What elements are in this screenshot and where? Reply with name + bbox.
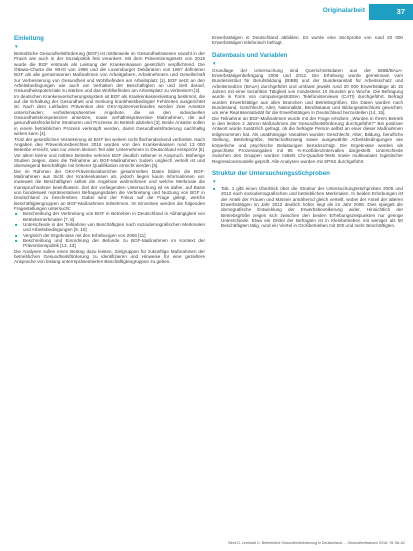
paragraph: Grundlage der Untersuchung sind Querschnittsdaten aus der BIBB/BAuA-Erwerbstätigenbefragung 2006 und 2012. Die Erhebung wurde gemeinsam vom Bundesinstitut für Berufsbildung (BIBB) und der Bundesanstalt für Arbeitsschutz und Arbeitsmedizin (BAuA) durchgeführt und umfasst jeweils rund 20 000 Erwerbstätige ab 15 Jahren mit einer bezahlten Tätigkeit von mindestens 10 Stunden pro Woche. Die Befragung wurde in Form von computergestützten Telefoninterviews (CATI) durchgeführt. Befragt wurden Erwerbstätige aus allen Branchen und Betriebsgrößen. Die Daten wurden nach Bundesland, Geschlecht, Alter, Nationalität, Berufsstatus und Bildungsabschluss gewichtet, um eine Repräsentativität für die Erwerbstätigen in Deutschland herzustellen [14, 15].	[212, 67, 403, 116]
section-marker-icon: ▼	[212, 178, 217, 184]
paragraph: Die im Rahmen der GKV-Präventionsberichte gesammelten Daten bilden die BGF-Maßnahmen aus Sicht der Krankenkassen ab, jedoch liegen kaum Informationen vor, inwieweit die Beschäftigten selbst die Angebote wahrnehmen und welche Merkmale die Inanspruchnahme beeinflussen. Ziel der vorliegenden Untersuchung ist es daher, auf Basis von bundesweit repräsentativen Befragungsdaten die Verbreitung und Nutzung von BGF in Deutschland zu beschreiben. Dabei wird der Fokus auf die Frage gelegt, welche Beschäftigtengruppen an BGF-Maßnahmen teilnehmen. Im Einzelnen werden die folgenden Fragestellungen untersucht:	[14, 168, 205, 211]
list-item: ■ Beschreibung und Einordnung der Befunde zu BGF-Maßnahmen im Kontext der Präventionspolitik [12, 13]	[14, 238, 205, 249]
section-marker-icon: ▼	[14, 44, 19, 49]
list-item: ■ Vergleich der Ergebnisse mit den Erhebungen von 2006 [11]	[14, 233, 205, 238]
citation-footer: Beck D, Lenhardt U. Betriebliche Gesundheitsförderung in Deutschland … Gesundheitswesen 2016; 78: 56–62	[228, 541, 405, 545]
paragraph: Betriebliche Gesundheitsförderung (BGF) ist mittlerweile im Gesundheitswesen sowohl in der Praxis wie auch in der Sozialpolitik fest verankert. Mit dem Präventionsgesetz von 2015 wurde die BGF erstmals als Leistung der Krankenkassen gesetzlich verpflichtend. Die Ottawa-Charta der WHO von 1986 und die Luxemburger Deklaration von 1997 definieren BGF als alle gemeinsamen Maßnahmen von Arbeitgebern, Arbeitnehmern und Gesellschaft zur Verbesserung von Gesundheit und Wohlbefinden am Arbeitsplatz [1]. BGF setzt an den Arbeitsbedingungen wie auch am Verhalten der Beschäftigten an und zielt darauf, Gesundheitspotenziale zu stärken und das Wohlbefinden am Arbeitsplatz zu verbessern [2].	[14, 51, 205, 94]
section-heading-datenbasis: Datenbasis und Variablen	[212, 51, 288, 59]
paragraph: Erwerbstätigen in Deutschland abbilden. Es wurde eine Stichprobe von rund 20 000 Erwerbstätigen telefonisch befragt.	[212, 35, 403, 46]
structure-list	[212, 186, 403, 229]
page-header	[0, 4, 413, 20]
left-column	[14, 35, 205, 265]
section-heading-einleitung: Einleitung	[14, 35, 44, 42]
paragraph: Die Teilnahme an BGF-Maßnahmen wurde mit der Frage erhoben: „Wurden in Ihrem Betrieb in den letzten 2 Jahren Maßnahmen der Gesundheitsförderung durchgeführt?“ Bei positiver Antwort wurde zusätzlich gefragt, ob die befragte Person selbst an einer dieser Maßnahmen teilgenommen hat. Als unabhängige Variablen wurden Geschlecht, Alter, Bildung, berufliche Stellung, Betriebsgröße, Wirtschaftszweig sowie ausgewählte Arbeitsbedingungen wie körperliche und psychische Belastungen berücksichtigt. Die Ergebnisse werden als gewichtete Prozentangaben mit 95 %-Konfidenzintervallen dargestellt. Unterschiede zwischen den Gruppen wurden mittels Chi-Quadrat-Tests sowie multivariater logistischer Regressionsmodelle geprüft. Alle Analysen wurden mit SPSS durchgeführt.	[212, 115, 403, 164]
paragraph: Die Analysen sollen einen Beitrag dazu leisten, Zielgruppen für zukünftige Maßnahmen der betrieblichen Gesundheitsförderung zu identifizieren und Hinweise für eine gezieltere Ansprache von bislang unterrepräsentierten Beschäftigtengruppen zu geben.	[14, 248, 205, 265]
list-item: ■ Tab. 1 gibt einen Überblick über die Struktur der Untersuchungsstichproben 2006 und 2012 nach soziodemografischen und betrieblichen Merkmalen. In beiden Erhebungen ist der Anteil der Frauen und Männer annähernd gleich verteilt, wobei der Anteil der älteren Erwerbstätigen im Jahr 2012 deutlich höher liegt als im Jahr 2006. Dies spiegelt die demografische Entwicklung der Erwerbsbevölkerung wider. Hinsichtlich der Betriebsgröße zeigen sich zwischen den beiden Erhebungszeitpunkten nur geringe Unterschiede. Etwa ein Drittel der Befragten ist in Kleinbetrieben mit weniger als 50 Beschäftigten tätig, rund ein Viertel in Großbetrieben mit 500 und mehr Beschäftigten.	[212, 186, 403, 229]
paragraph: Im deutschen Krankenversicherungssystem ist BGF als Krankenkassenleistung bestimmt, die auf die Erhaltung der Gesundheit und Senkung krankheitsbedingter Fehlzeiten ausgerichtet ist. Nach dem Leitfaden Prävention des GKV-Spitzenverbandes werden zwei Ansätze unterschieden: verhaltenspräventive Angebote, die an den individuellen Gesundheitskompetenzen ansetzen, sowie verhältnispräventive Maßnahmen, die auf gesundheitsförderliche Strukturen und Prozesse im Betrieb abzielen [3]. Beide Ansätze sollen in einem betrieblichen Prozess verknüpft werden, damit Gesundheitsförderung nachhaltig wirken kann [4].	[14, 93, 205, 137]
research-questions-list	[14, 211, 205, 248]
right-column	[212, 35, 403, 229]
journal-section-label: Originalarbeit	[322, 7, 365, 14]
page-number: 37	[396, 7, 405, 16]
section-heading-struktur: Struktur der Untersuchungsstichproben	[212, 169, 330, 177]
list-item: ■ Unterschiede in der Teilnahme von Beschäftigten nach soziodemografischen Merkmalen und Arbeitsbedingungen [9, 10]	[14, 222, 205, 233]
section-marker-icon: ▼	[212, 60, 217, 66]
list-item: ■ Beschreibung der Verbreitung von BGF in Betrieben in Deutschland in Abhängigkeit von Betriebsmerkmalen [7, 8]	[14, 211, 205, 222]
page-number-bar	[369, 4, 413, 20]
paragraph: Trotz der gesetzlichen Verankerung ist BGF bei weitem nicht flächendeckend verbreitet. Nach Angaben des Präventionsberichtes 2016 wurden von den Krankenkassen rund 13 000 Betriebe erreicht, was nur einem kleinen Teil aller Unternehmen in Deutschland entspricht [5]. Vor allem kleine und mittlere Betriebe nehmen BGF deutlich seltener in Anspruch. Bisherige Studien zeigen, dass die Teilnahme an BGF-Maßnahmen zudem ungleich verteilt ist und überwiegend Beschäftigte mit höherer Qualifikation erreicht werden [6].	[14, 136, 205, 169]
